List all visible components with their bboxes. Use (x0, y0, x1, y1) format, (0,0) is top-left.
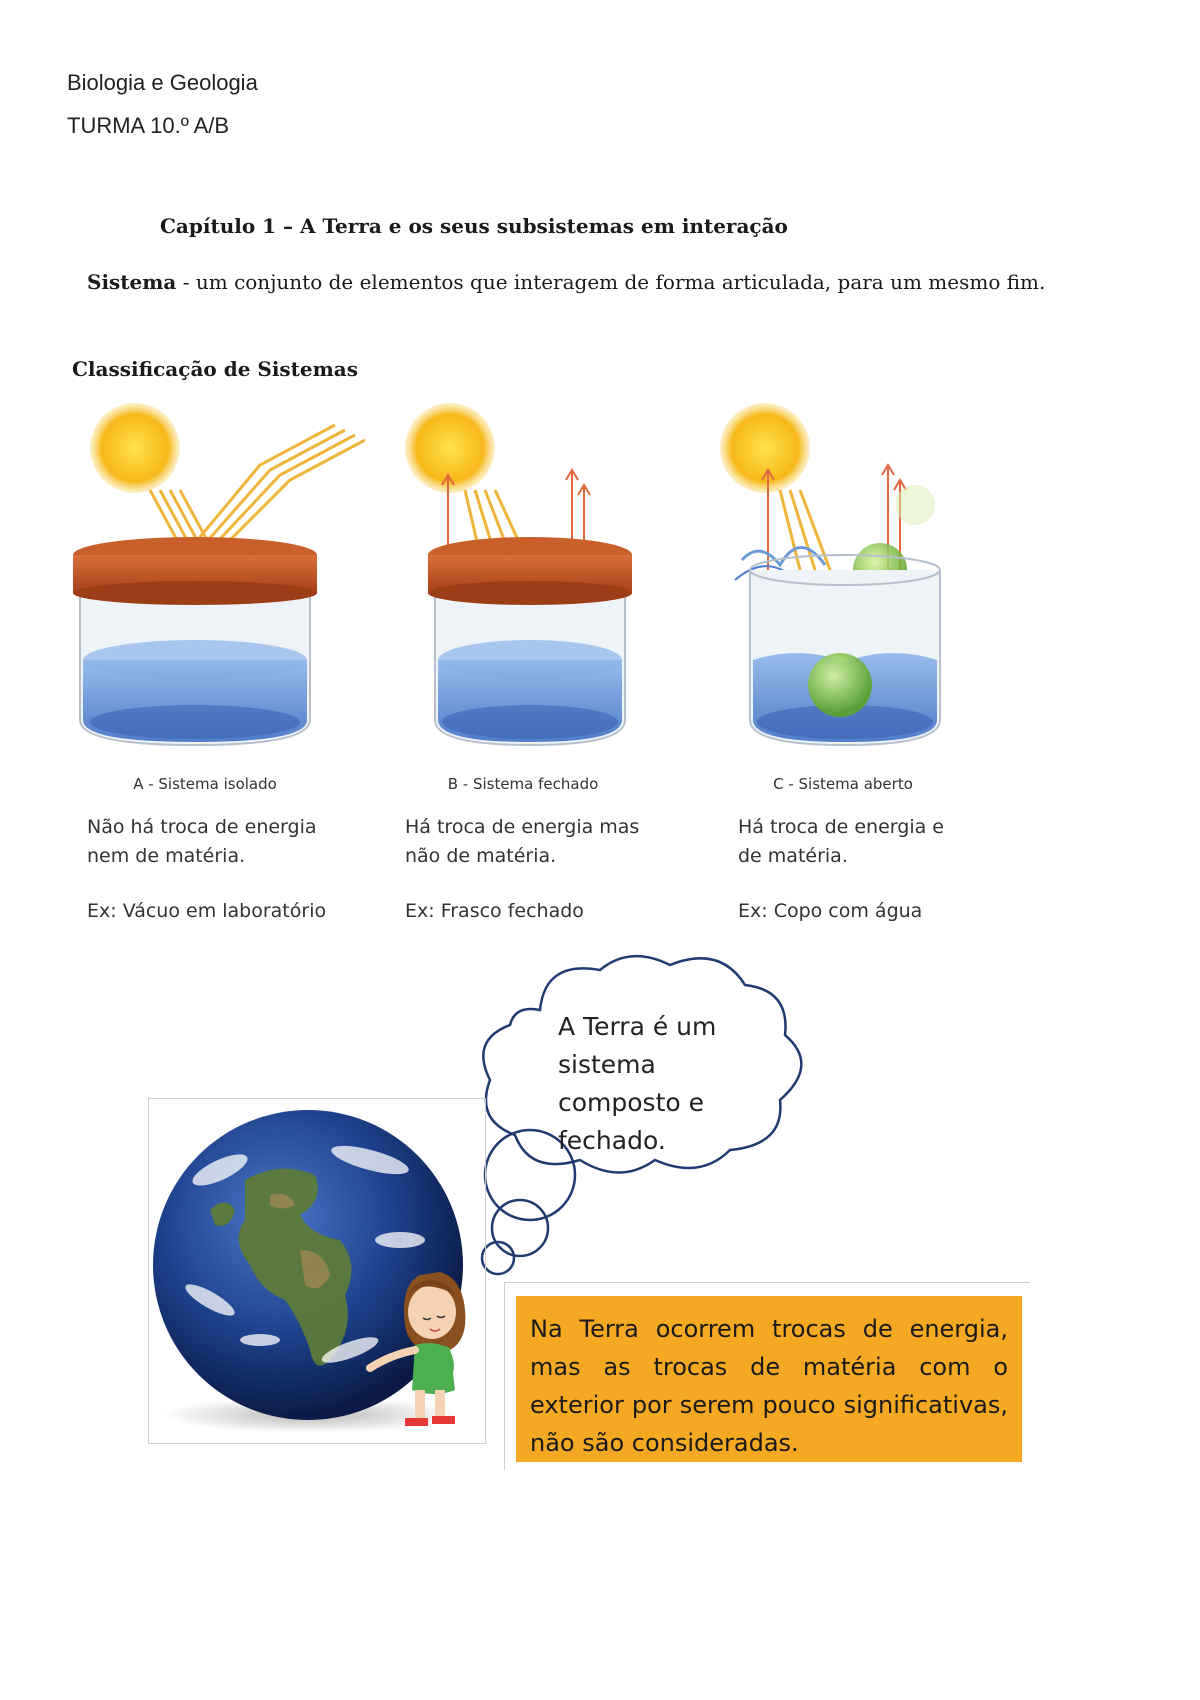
image-frame-top (148, 1098, 486, 1099)
desc-closed (405, 813, 705, 871)
class-label: TURMA 10.º A/B (67, 113, 230, 138)
earth-illustration (150, 1100, 485, 1442)
desc-open (738, 813, 1038, 871)
bubble-line: fechado. (558, 1126, 666, 1155)
bubble-line: sistema (558, 1050, 656, 1079)
desc-line: Há troca de energia mas (405, 816, 640, 838)
caption-open: C - Sistema aberto (773, 775, 913, 793)
desc-line: de matéria. (738, 845, 848, 867)
bubble-line: A Terra é um (558, 1012, 717, 1041)
isolated-system-jar (73, 403, 365, 745)
example-isolated: Ex: Vácuo em laboratório (87, 900, 327, 922)
classification-title: Classificação de Sistemas (72, 357, 359, 381)
systems-illustration (0, 390, 1000, 770)
desc-line: não de matéria. (405, 845, 557, 867)
sun-icon (720, 403, 810, 493)
desc-line: Há troca de energia e (738, 816, 944, 838)
bubble-line: composto e (558, 1088, 705, 1117)
earth-note-text: Na Terra ocorrem trocas de energia, mas as trocas de matéria com o exterior por serem pouco significativas, não são consideradas. (530, 1315, 1008, 1457)
system-definition (87, 270, 1045, 294)
note-frame-left (504, 1282, 505, 1470)
desc-line: Não há troca de energia (87, 816, 317, 838)
definition-term: Sistema (87, 270, 177, 294)
image-frame-left (148, 1098, 149, 1444)
open-system-glass (720, 403, 940, 745)
closed-system-jar (405, 403, 632, 745)
caption-closed: B - Sistema fechado (447, 775, 599, 793)
example-closed: Ex: Frasco fechado (405, 900, 584, 922)
definition-text: - um conjunto de elementos que interagem de forma articulada, para um mesmo fim. (176, 270, 1046, 294)
example-open: Ex: Copo com água (738, 900, 923, 922)
image-frame-bottom (148, 1443, 486, 1444)
desc-line: nem de matéria. (87, 845, 246, 867)
thought-bubble-text (558, 1008, 758, 1160)
image-frame-right (485, 1098, 486, 1444)
chapter-title: Capítulo 1 – A Terra e os seus subsistemas em interação (160, 214, 788, 238)
note-frame-top (504, 1282, 1030, 1283)
desc-isolated (87, 813, 387, 871)
subject-label: Biologia e Geologia (67, 70, 258, 95)
sun-icon (90, 403, 180, 493)
caption-isolated: A - Sistema isolado (133, 775, 277, 793)
earth-note-box (516, 1296, 1022, 1462)
